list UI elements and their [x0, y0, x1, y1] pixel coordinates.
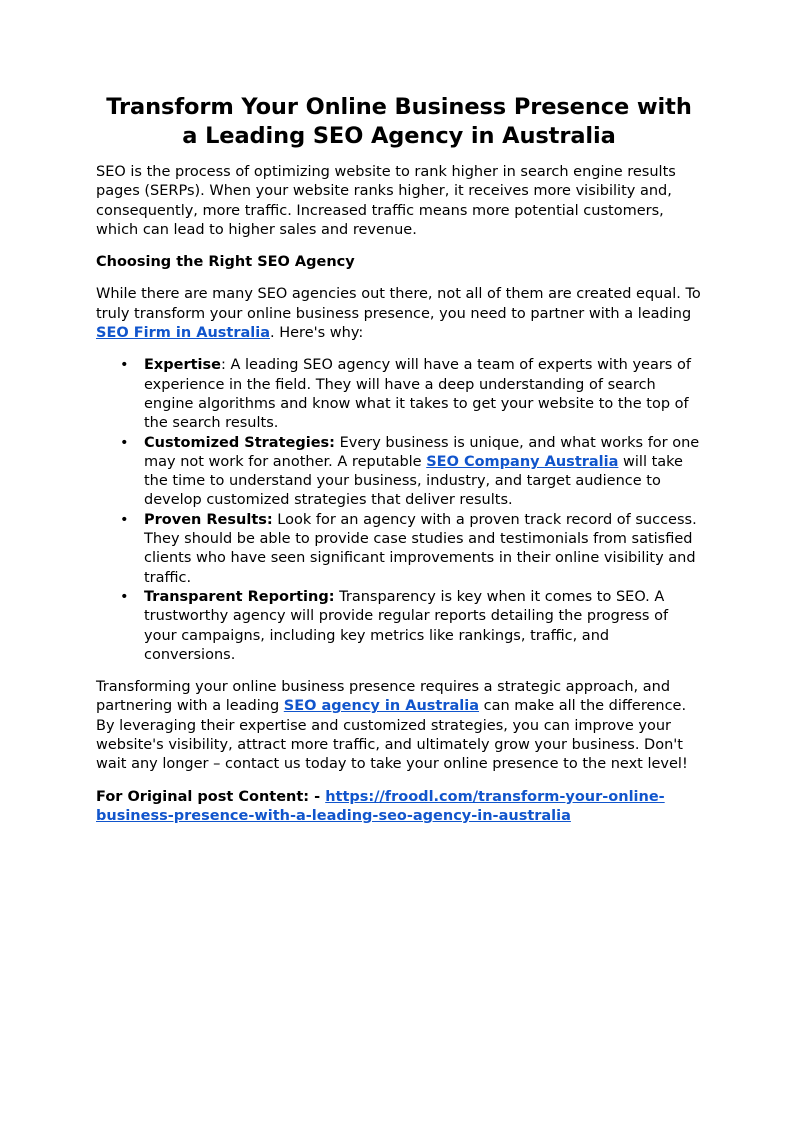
bullet-icon: • — [120, 588, 129, 605]
intro-paragraph: SEO is the process of optimizing website to rank higher in search engine results pages (SERPs). When your website ranks higher, it receives more visibility and, consequently, more traffic. Increased traffic means more potential customers, which can lead to higher sales and revenue. — [96, 164, 676, 238]
document-page — [96, 93, 702, 839]
list-item-text: : A leading SEO agency will have a team of experts with years of experience in the field. They will have a deep understanding of search engine algorithms and know what it takes to get your website to the top of the search results. — [144, 357, 691, 432]
paragraph-conclusion-text-before: Transforming your online business presence requires a strategic approach, and partnering with a leading — [96, 679, 671, 715]
list-item-text-after: will take the time to understand your business, industry, and target audience to develop customized strategies that deliver results. — [144, 453, 683, 509]
seo-company-australia-link[interactable]: SEO Company Australia — [426, 453, 619, 470]
list-item-label: Proven Results: — [144, 511, 273, 528]
list-item-text: Transparency is key when it comes to SEO. A trustworthy agency will provide regular reports detailing the progress of your campaigns, including key metrics like rankings, traffic, and conversions. — [144, 588, 669, 663]
paragraph-agencies-text-after: . Here's why: — [270, 325, 364, 342]
list-item-text-before: Every business is unique, and what works for one may not work for another. A reputable — [144, 434, 700, 470]
paragraph-conclusion — [96, 678, 702, 774]
section-heading: Choosing the Right SEO Agency — [96, 254, 355, 271]
list-item-text: Look for an agency with a proven track record of success. They should be able to provide case studies and testimonials from satisfied clients who have seen significant improvements in their online visibility and traffic. — [144, 511, 697, 586]
bullet-icon: • — [120, 357, 129, 374]
original-post-link[interactable]: https://froodl.com/transform-your-online-business-presence-with-a-leading-seo-agency-in-australia — [96, 788, 665, 824]
list-item-expertise — [120, 356, 702, 433]
list-item-transparent-reporting — [120, 588, 702, 665]
seo-agency-australia-link[interactable]: SEO agency in Australia — [283, 698, 480, 715]
paragraph-agencies — [96, 285, 702, 343]
original-post-footer — [96, 788, 702, 827]
list-item-customized-strategies — [120, 434, 702, 511]
list-item-label: Transparent Reporting: — [144, 588, 335, 605]
list-item-label: Expertise — [144, 357, 221, 374]
seo-firm-australia-link[interactable]: SEO Firm in Australia — [96, 325, 271, 342]
list-item-label: Customized Strategies: — [144, 434, 335, 451]
list-item-proven-results — [120, 511, 702, 588]
bullet-icon: • — [120, 434, 129, 451]
paragraph-agencies-text-before: While there are many SEO agencies out there, not all of them are created equal. To truly transform your online business presence, you need to partner with a leading — [96, 286, 701, 322]
reasons-list — [96, 356, 702, 665]
paragraph-conclusion-text-after: can make all the difference. By leveraging their expertise and customized strategies, you can improve your website's visibility, attract more traffic, and ultimately grow your business. Don't wait any longer – contact us today to take your online presence to the next level! — [96, 698, 688, 773]
bullet-icon: • — [120, 511, 129, 528]
original-post-label: For Original post Content: - — [96, 788, 326, 805]
page-title: Transform Your Online Business Presence with a Leading SEO Agency in Australia — [106, 94, 692, 149]
